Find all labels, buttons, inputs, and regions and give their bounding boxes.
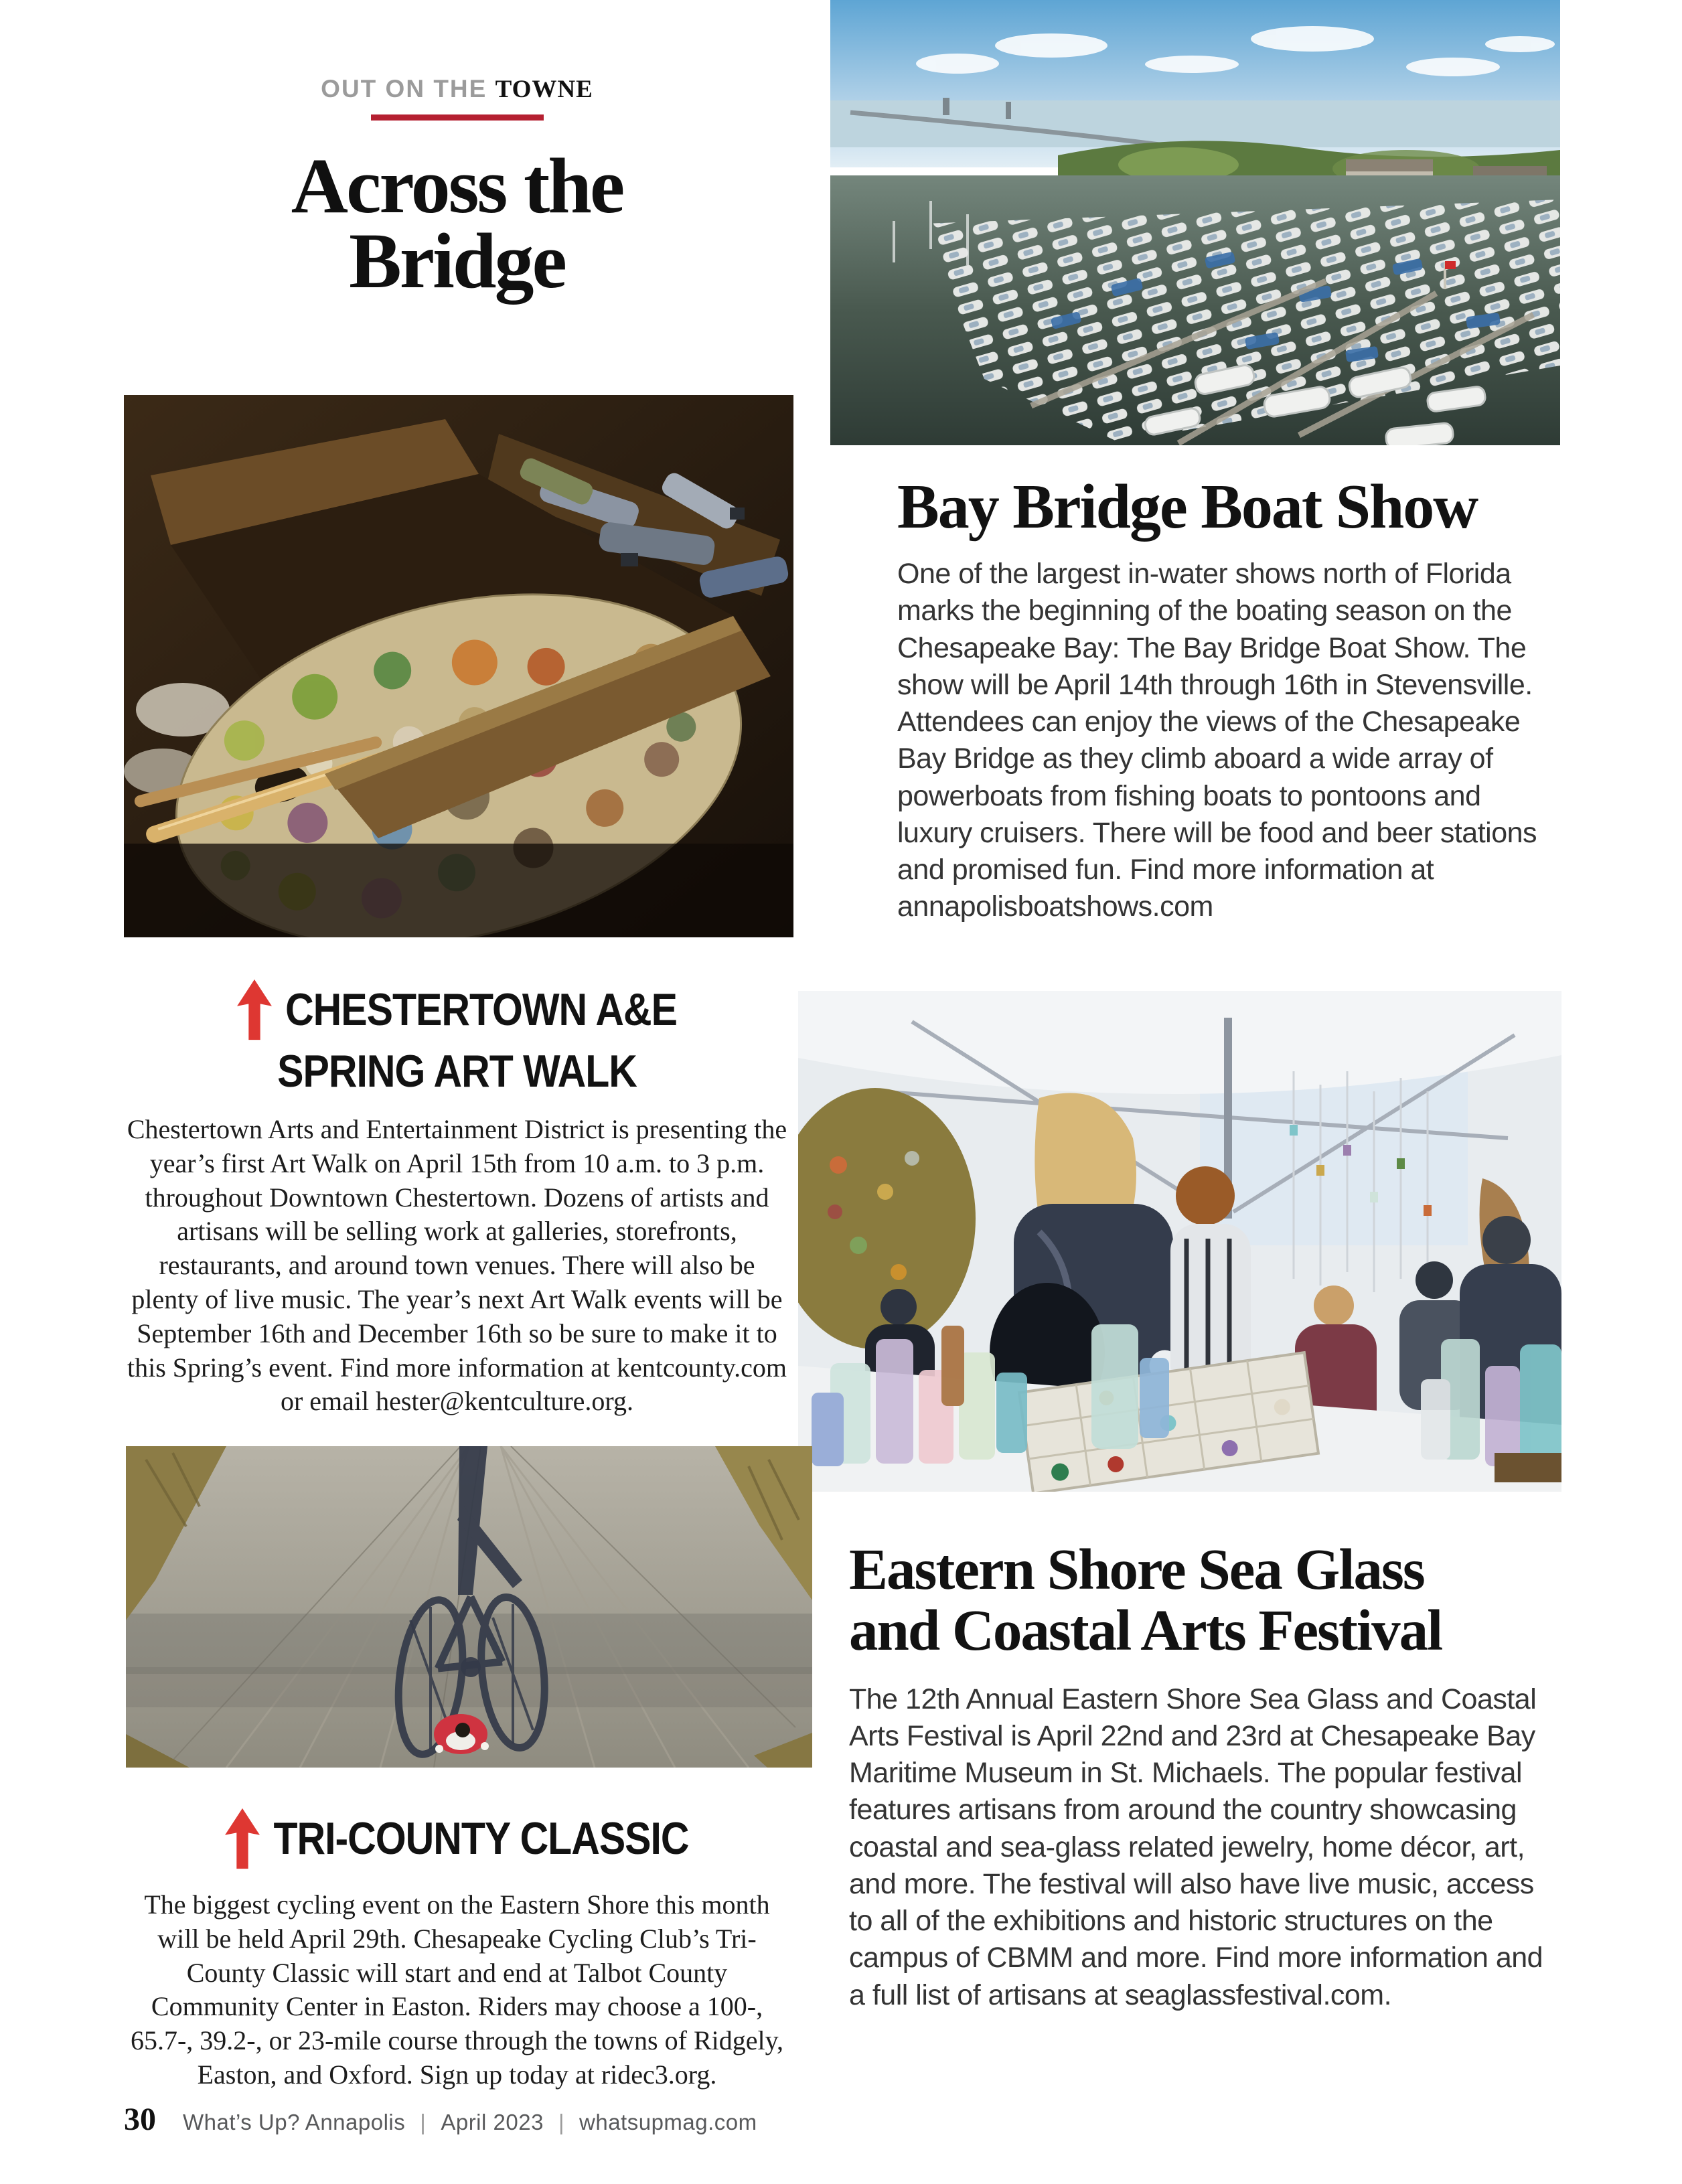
cyclist-photo-art [126,1446,812,1768]
kicker-rule [371,114,544,121]
red-up-arrow-icon [237,979,272,1040]
chestertown-body: Chestertown Arts and Entertainment District is presenting the year’s first Art Walk on April 15th from 10 a.m. to 3 p.m. throughout Downtown Chestertown. Dozens of artists and artisans will be selling work at galleries, storefronts, restaurants, and around town venues. There will also be plenty of live music. The year’s next Art Walk events will be September 16th and December 16th so be sure to make it to this Spring’s event. Find more information at kentcounty.com or email hester@kentculture.org. [127,1114,787,1417]
footer-magazine: What’s Up? Annapolis [183,2110,406,2134]
footer-separator: | [558,2110,565,2134]
page-title-line1: Across the [291,142,623,230]
tri-county-heading: TRI-COUNTY CLASSIC [273,1813,689,1864]
tri-county-cyclist-photo [126,1446,812,1768]
kicker-brand: TOWNE [495,76,593,103]
sea-glass-body: The 12th Annual Eastern Shore Sea Glass and Coastal Arts Festival is April 22nd and 23rd at Chesapeake Bay Maritime Museum in St. Michaels. The popular festival features artisans from around the country showcasing coastal and sea-glass related jewelry, home décor, art, and more. The festival will also have live music, access to all of the exhibitions and historic structures on the campus of CBMM and more. Find more information and a full list of artisans at seaglassfestival.com. [849,1683,1543,2011]
kicker [124,75,790,121]
bay-bridge-boat-show-photo [830,0,1560,445]
bay-bridge-heading: Bay Bridge Boat Show [897,472,1478,542]
sea-glass-heading-line1: Eastern Shore Sea Glass [849,1537,1424,1602]
page-title-line2: Bridge [349,217,565,305]
sea-glass-festival-photo [798,991,1561,1492]
red-up-arrow-icon [225,1808,260,1869]
section-tri-county-classic [124,1808,790,2092]
chestertown-heading-line2: SPRING ART WALK [277,1046,637,1097]
footer-website: whatsupmag.com [579,2110,757,2134]
bay-bridge-body: One of the largest in-water shows north of Florida marks the beginning of the boating season on the Chesapeake Bay: The Bay Bridge Boat Show. The show will be April 14th through 16th in Stevensville. Attendees can enjoy the views of the Chesapeake Bay Bridge as they climb aboard a wide array of powerboats from fishing boats to pontoons and luxury cruisers. There will be food and beer stations and promised fun. Find more information at annapolisboatshows.com [897,558,1537,923]
tri-county-heading-row [124,1808,790,1869]
article-bay-bridge-boat-show [897,472,1557,926]
kicker-prefix: OUT ON THE [321,75,487,102]
article-sea-glass-festival [849,1539,1560,2014]
chestertown-heading-line1: CHESTERTOWN A&E [285,984,677,1035]
marina-photo-art [830,0,1560,445]
sea-glass-heading-line2: and Coastal Arts Festival [849,1597,1442,1663]
footer-separator: | [420,2110,427,2134]
page-footer [124,2101,1557,2138]
palette-photo-art [124,395,793,937]
section-chestertown-art-walk [124,979,790,1419]
footer-issue: April 2023 [441,2110,544,2134]
tri-county-body: The biggest cycling event on the Eastern Shore this month will be held April 29th. Chesapeake Cycling Club’s Tri-County Classic will start and end at Talbot County Community Center in Easton. Riders may choose a 100-, 65.7-, 39.2-, or 23-mile course through the towns of Ridgely, Easton, and Oxford. Sign up today at ridec3.org. [130,1889,784,2090]
seaglass-photo-art [798,991,1561,1492]
page-title [124,142,790,305]
art-walk-palette-photo [124,395,793,937]
chestertown-heading-row [124,979,790,1040]
page-number: 30 [124,2102,156,2137]
